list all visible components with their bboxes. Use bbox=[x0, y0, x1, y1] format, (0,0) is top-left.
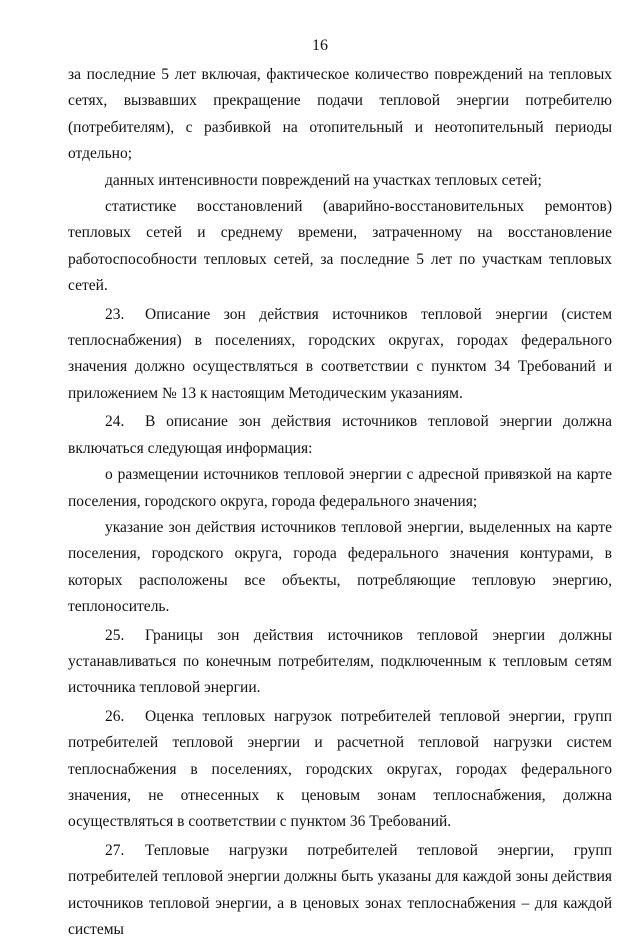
clause-text: Оценка тепловых нагрузок потребителей тепловой энергии, групп потребителей тепловой энергии и расчетной тепловой нагрузки систем теплоснабжения в поселениях, городских округах, городах федерального значения, не отнесенных к ценовым зонам теплоснабжения, должна осуществляться в соответствии с пунктом 36 Требований. bbox=[68, 707, 612, 831]
clause-number: 27. bbox=[105, 841, 125, 859]
clause-number: 24. bbox=[105, 413, 125, 431]
clause-27 bbox=[68, 838, 612, 943]
paragraph-source-placement: о размещении источников тепловой энергии с адресной привязкой на карте поселения, городского округа, города федерального значения; bbox=[68, 466, 612, 510]
clause-number: 25. bbox=[105, 626, 125, 644]
paragraph-damage-intensity: данных интенсивности повреждений на участках тепловых сетей; bbox=[105, 171, 542, 189]
paragraph-zone-contours: указание зон действия источников тепловой энергии, выделенных на карте поселения, городского округа, города федерального значения контурами, в которых расположены все объекты, потребляющие тепловую энергию, теплоноситель. bbox=[68, 518, 612, 616]
clause-text: Границы зон действия источников тепловой энергии должны устанавливаться по конечным потребителям, подключенным к тепловым сетям источника тепловой энергии. bbox=[68, 626, 612, 697]
clause-number: 23. bbox=[105, 305, 125, 323]
clause-24 bbox=[68, 409, 612, 462]
clause-text: Описание зон действия источников тепловой энергии (систем теплоснабжения) в поселениях, городских округах, городах федерального значения должно осуществляться в соответствии с пунктом 34 Требований и приложением № 13 к настоящим Методическим указаниям. bbox=[68, 305, 612, 402]
clause-25 bbox=[68, 623, 612, 702]
paragraph-damage-statistics: за последние 5 лет включая, фактическое количество повреждений на тепловых сетях, вызвавших прекращение подачи тепловой энергии потребителю (потребителям), с разбивкой на отопительный и неотопительный периоды отдельно; bbox=[68, 66, 612, 163]
page-number: 16 bbox=[312, 37, 328, 54]
clause-text: В описание зон действия источников тепловой энергии должна включаться следующая информация: bbox=[68, 413, 612, 457]
document-body bbox=[68, 62, 612, 943]
clause-26 bbox=[68, 704, 612, 836]
clause-23 bbox=[68, 302, 612, 408]
clause-number: 26. bbox=[105, 707, 125, 725]
paragraph-recovery-statistics: статистике восстановлений (аварийно-восстановительных ремонтов) тепловых сетей и среднему времени, затраченному на восстановление работоспособности тепловых сетей, за последние 5 лет по участкам тепловых сетей. bbox=[68, 198, 612, 295]
clause-text: Тепловые нагрузки потребителей тепловой энергии, групп потребителей тепловой энергии должны быть указаны для каждой зоны действия источников тепловой энергии, а в ценовых зонах теплоснабжения – для каждой системы bbox=[68, 841, 612, 938]
